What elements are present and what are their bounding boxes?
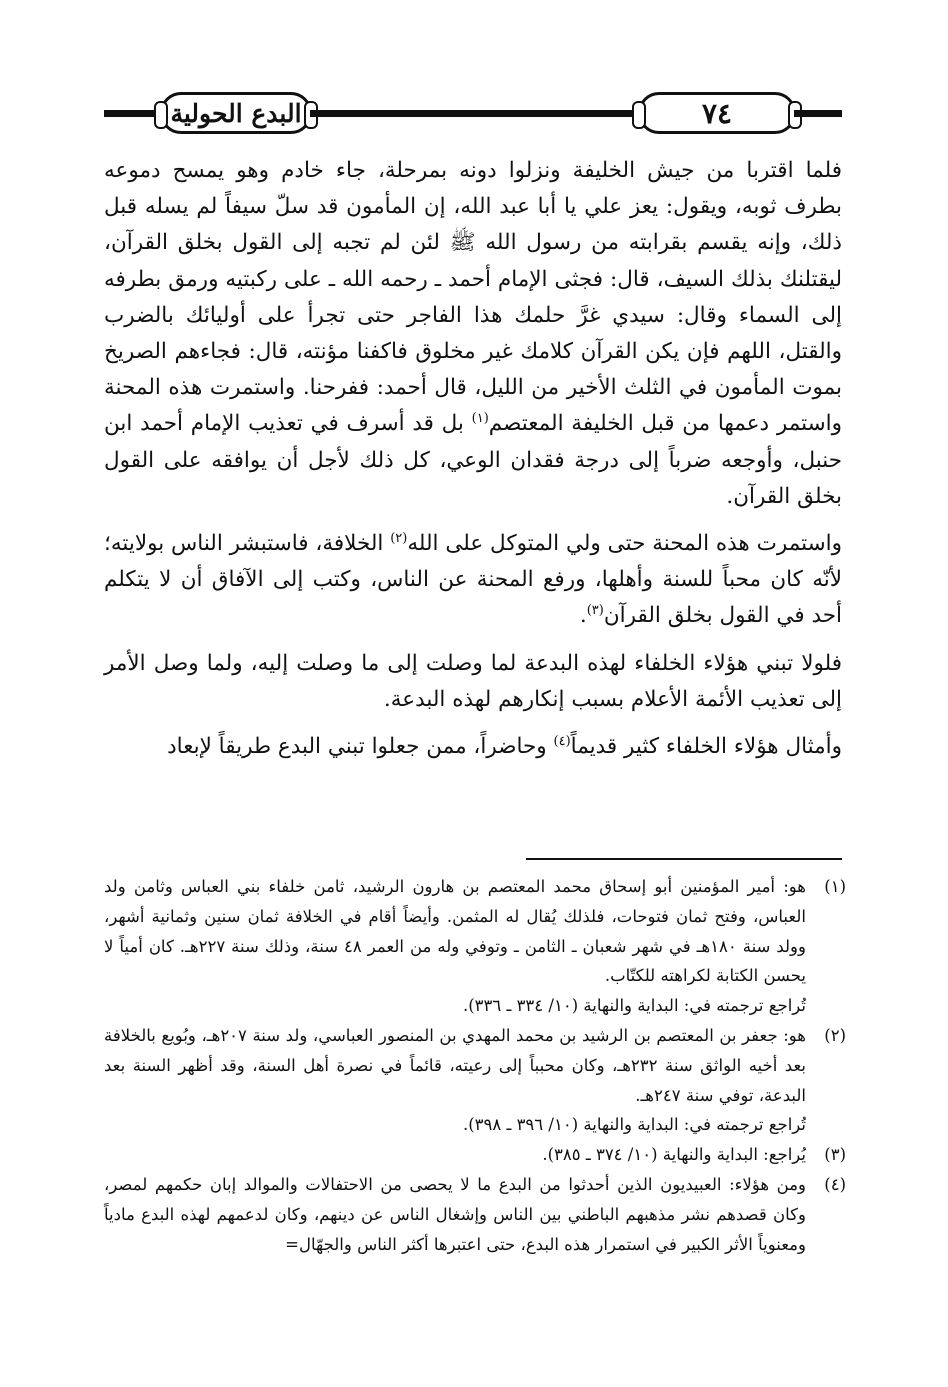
page-header <box>104 86 842 142</box>
paragraph-2: واستمرت هذه المحنة حتى ولي المتوكل على الله$^{(٢)}$ الخلافة، فاستبشر الناس بولايته؛ لأنّه كان محباً للسنة وأهلها، ورفع المحنة عن الناس، وكتب إلى الآفاق أن لا يتكلم أحد في القول بخلق القرآن$^{(٣)}$. <box>104 530 843 629</box>
footnote-ref-1: (١) <box>471 411 489 427</box>
footnote-separator <box>526 858 842 860</box>
footnote-text: هو: أمير المؤمنين أبو إسحاق محمد المعتصم بن هارون الرشيد، ثامن خلفاء بني العباس وثامن ولد العباس، وفتح ثمان فتوحات، فلذلك يُقال له المثمن. وأيضاً أقام في الخلافة ثمان سنين وثمانية أشهر، وولد سنة ١٨٠هـ في شهر شعبان ـ الثامن ـ وتوفي وله من العمر ٤٨ سنة، وذلك سنة ٢٢٧هـ. كان أمياً لا يحسن الكتابة لكراهته للكتّاب. <box>104 877 806 986</box>
footnote-text: هو: جعفر بن المعتصم بن الرشيد بن محمد المهدي بن المنصور العباسي، ولد سنة ٢٠٧هـ، وبُويع بالخلافة بعد أخيه الواثق سنة ٢٣٢هـ، وكان محبباً إلى رعيته، قائماً في نصرة أهل السنة، وقد أظهر السنة بعد البدعة، توفي سنة ٢٤٧هـ. <box>104 1025 806 1105</box>
footnote-4 <box>104 1170 846 1259</box>
header-rule-right <box>794 110 842 117</box>
footnote-2 <box>104 1021 846 1140</box>
footnote-number: (١) <box>824 877 846 896</box>
footnote-1 <box>104 872 846 1021</box>
footnote-number: (٢) <box>824 1025 846 1045</box>
running-title-text: البدع الحولية <box>170 98 302 128</box>
header-rule-middle <box>310 110 638 117</box>
paragraph-3: فلولا تبني هؤلاء الخلفاء لهذه البدعة لما وصلت إلى ما وصلت إليه، ولما وصل الأمر إلى تعذيب الأئمة الأعلام بسبب إنكارهم لهذه البدعة. <box>104 650 842 712</box>
page-number: ٧٤ <box>701 96 733 130</box>
paragraph-1: فلما اقتربا من جيش الخليفة ونزلوا دونه بمرحلة، جاء خادم وهو يمسح دموعه بطرف ثوبه، ويقول: يعز علي يا أبا عبد الله، إن المأمون قد سلّ سيفاً لم يسله قبل ذلك، وإنه يقسم بقرابته من رسول الله ﷺ لئن لم تجبه إلى القول بخلق القرآن، ليقتلنك بذلك السيف، قال: فجثى الإمام أحمد ـ رحمه الله ـ على ركبتيه ورمق بطرفه إلى السماء وقال: سيدي غرَّ حلمك هذا الفاجر حتى تجرأ على أوليائك بالضرب والقتل، اللهم فإن يكن القرآن كلامك غير مخلوق فاكفنا مؤنته، قال: فجاءهم الصريخ بموت المأمون في الثلث الأخير من الليل، قال أحمد: ففرحنا. واستمرت هذه المحنة واستمر دعمها من قبل الخليفة المعتصم$^{(١)}$ بل قد أسرف في تعذيب الإمام أحمد ابن حنبل، وأوجعه ضرباً إلى درجة فقدان الوعي، كل ذلك لأجل أن يوافقه على القول بخلق القرآن. <box>104 158 842 509</box>
footnote-reference: تُراجع ترجمته في: البداية والنهاية (١٠/ ٣٣٤ ـ ٣٣٦). <box>462 996 806 1016</box>
footnote-number: (٣) <box>824 1145 846 1165</box>
footnote-text: يُراجع: البداية والنهاية (١٠/ ٣٧٤ ـ ٣٨٥). <box>542 1145 806 1165</box>
footnote-ref-2: (٢) <box>390 530 408 546</box>
footnote-number: (٤) <box>824 1174 846 1194</box>
footnotes <box>104 872 846 1259</box>
page-number-cartouche <box>638 92 796 134</box>
running-title <box>160 92 312 134</box>
footnote-reference: تُراجع ترجمته في: البداية والنهاية (١٠/ ٣٩٦ ـ ٣٩٨). <box>462 1115 806 1135</box>
footnote-ref-3: (٣) <box>586 603 604 619</box>
paragraph-4: وأمثال هؤلاء الخلفاء كثير قديماً$^{(٤)}$ وحاضراً، ممن جعلوا تبني البدع طريقاً لإبعاد <box>167 733 842 760</box>
footnote-text: ومن هؤلاء: العبيديون الذين أحدثوا من البدع ما لا يحصى من الاحتفالات والموالد إبان حكمهم لمصر، وكان قصدهم نشر مذهبهم الباطني بين الناس وإشغال الناس عن دينهم، وكان لدعمهم لهذه البدع مادياً ومعنوياً الأثر الكبير في استمرار هذه البدع، حتى اعتبرها أكثر الناس والجهّال= <box>104 1174 806 1254</box>
footnote-3 <box>104 1140 846 1170</box>
footnote-ref-4: (٤) <box>553 733 571 749</box>
main-text <box>104 153 842 776</box>
